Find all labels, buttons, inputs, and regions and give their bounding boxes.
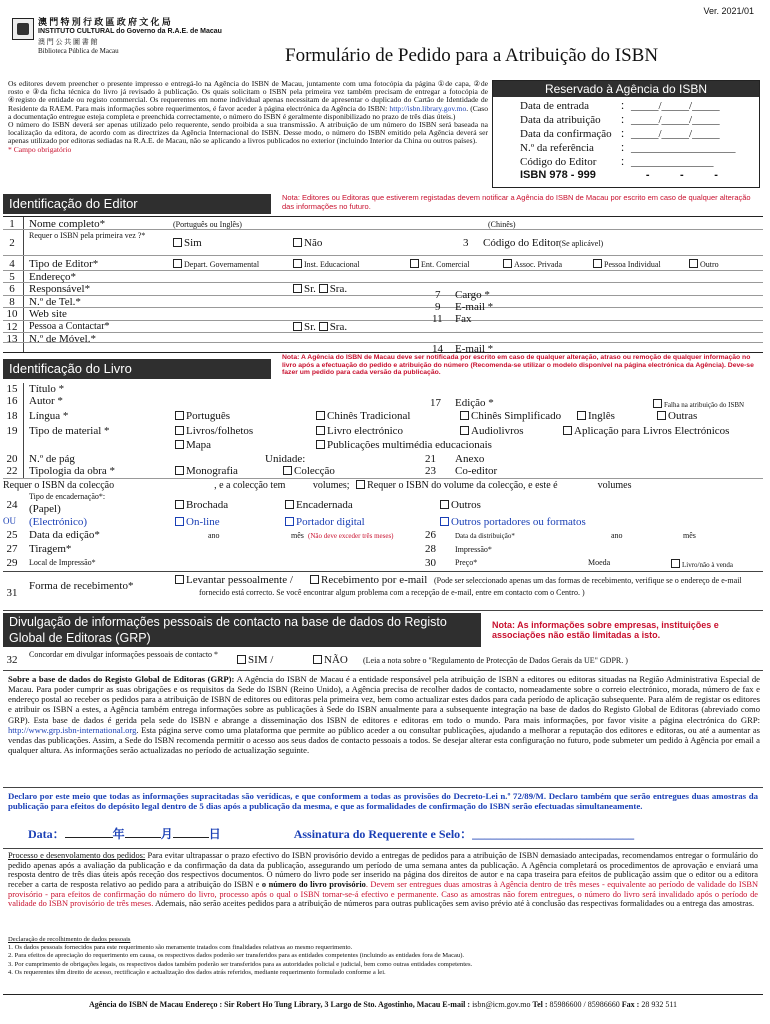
consent-no[interactable]: NÃO — [313, 654, 348, 667]
type-other[interactable]: Outro — [689, 259, 719, 269]
required-legend: * Campo obrigatório — [8, 144, 72, 154]
institution-name-zh: 澳 門 特 別 行 政 區 政 府 文 化 局 — [38, 17, 171, 27]
volume-isbn-check[interactable]: Requer o ISBN do volume da colecção, e este é — [356, 480, 558, 491]
elec-online[interactable]: On-line — [175, 516, 220, 529]
library-name-zh: 澳 門 公 共 圖 書 館 — [38, 38, 98, 46]
isbn-website-link[interactable]: http://isbn.library.gov.mo — [389, 103, 467, 113]
reserved-row: Data de entrada ：_____/_____/_____ — [520, 100, 720, 112]
bind-encadernada[interactable]: Encadernada — [285, 499, 353, 512]
footer: Agência do ISBN de Macau Endereço : Sir Robert Ho Tung Library, 3 Largo de Sto. Agostinho, Macau E-mail : isbn@icm.gov.mo Tel : 85986600 / 85986660 Fax : 28 932 511 — [3, 994, 763, 1009]
grp-explanation: Sobre a base de dados do Registo Global de Editoras (GRP): A Agência do ISBN de Macau é a entidade responsável pela atribuição de ISBN a editores ou editoras situadas na Região Administrativa Especial de Macau. Para poder cumprir as suas obrigações e os requisitos da Sede do ISBN (Reino Unido), a Agência precisa de recolher dados de contacto, nomeadamente sobre o correio electrónico, morada, número de fax e endereço postal ao receber os pedidos para a atribuição de ISBN de editores ou editoras pela primeira vez, bem como actualizar estes dados para cada período de aplicação subsequente. Para além de registar os editores e atribuir os ISBN a estes, a Agência também entrega informações sobre as publicações à Sede do ISBN anualmente para a subsequente integração na base de dados do Registo Global de Editoras (abreviado como GRP). Esta base de dados é gerida pela sede do ISBN e abrange a disseminação dos ISBN de editores e editoras em todo o mundo. Para mais informações, por favor visite a página electrónica do GRP: http://www.grp.isbn-international.org. Esta página serve como uma plataforma que permite ao público aceder a ou consultar publicações, ajudando a melhorar a reputação dos editores e editoras, ou até a aumentar as vendas das publicações. Assim, a Sede do ISBN recomenda permitir o acesso aos seus dados de contacto pessoais a todos. Se desejar alterar esta configuração no futuro, pode submeter um pedido à Agência por email a qualquer altura. As informações serão actualizadas no período de actualização seguinte. — [8, 674, 760, 755]
lang-zh-s[interactable]: Chinês Simplificado — [460, 410, 561, 423]
reserved-row: Data da atribuição ：_____/_____/_____ — [520, 114, 720, 126]
mat-app[interactable]: Aplicação para Livros Electrónicos — [563, 425, 729, 438]
mat-map[interactable]: Mapa — [175, 439, 211, 452]
lang-pt[interactable]: Português — [175, 410, 230, 423]
consent-yes[interactable]: SIM / — [237, 654, 273, 667]
type-individual[interactable]: Pessoa Individual — [593, 259, 661, 269]
not-for-sale[interactable]: Livro/não à venda — [671, 559, 733, 569]
mat-ebook[interactable]: Livro electrónico — [316, 425, 403, 438]
reserved-row: Código do Editor ：_______________ — [520, 156, 714, 168]
responsible-sr[interactable]: Sr. Sra. — [293, 283, 347, 296]
declaration-text: Declaro por este meio que todas as informações supracitadas são verídicas, e que conformem a todas as provisões do Decreto-Lei n.º 72/89/M. Declaro também que serão entregues duas amostras da publicação para efeitos do depósito legal dentro de 5 dias após a publicação da mesma, e que as formalidades de confirmação do ISBN serão efectuadas simultaneamente. — [3, 787, 763, 811]
lang-en[interactable]: Inglês — [577, 410, 615, 423]
full-name-label: Nome completo* — [29, 218, 106, 230]
isbn-failure-check[interactable]: Falha na atribuição do ISBN — [653, 399, 744, 409]
grp-consent-row: 32 Concordar em divulgar informações pessoais de contacto * SIM / NÃO (Leia a nota sobre o "Regulamento de Protecção de Dados Gerais da UE" GDPR. ) — [3, 649, 763, 671]
mat-multimedia[interactable]: Publicações multimédia educacionais — [316, 439, 492, 452]
isbn-prefix: ISBN 978 - 999 — [520, 169, 596, 181]
receipt-pickup[interactable]: Levantar pessoalmente / — [175, 574, 293, 587]
work-mono[interactable]: Monografia — [175, 465, 238, 478]
type-comm[interactable]: Ent. Comercial — [410, 259, 469, 269]
type-assoc[interactable]: Assoc. Privada — [503, 259, 562, 269]
intro-text: Os editores devem preencher o presente impresso e entregá-lo na Agência do ISBN de Macau, juntamente com uma fotocópia da página ①de capa, ②de rosto e ③da ficha técnica do livro já revisado à publicação. Os quais solicitam o ISBN pela primeira vez também precisam de entregar a fotocópia de ④registo de entidade ou registo commercial. Os requerentes em nome individual apenas necessitam de apresentar o duplicado do Cartão de Identidade de Residente da RAEM. Para mais informações sobre requerimentos, é favor aceder à página electrónica da Agência do ISBN: http://isbn.library.gov.mo. (Caso a documentação entregue esteja completa e preenchida correctamente, o número do ISBN é geralmente disponibilizado no prazo de três dias úteis.) O número do ISBN deverá ser apenas utilizado pelo requerente, sendo proibida a sua transmissão. A atribuição de um número do ISBN será baseada na localização da editora, de acordo com as directrizes da Agência Internacional do ISBN. Desse modo, o número do ISBN emitido pela Agência deverá ser apenas utilizado por editoras sediadas na R.A.E. de Macau, não se aplicando a livros publicados no exterior (incluindo Interior da China ou outros países). * Campo obrigatório — [8, 79, 488, 154]
receipt-row: 31 Forma de recebimento* Levantar pessoalmente / Recebimento por e-mail (Pode ser seleccionado apenas um das formas de recebimento, verifique se o endereço de e-mail fornecido está correcto. Se você encontrar algum problema com a recepção de e-mail, entre em contacto com o Centro. ) — [3, 571, 763, 611]
contact-sr[interactable]: Sr. Sra. — [293, 321, 347, 334]
book-section-title: Identificação do Livro — [3, 359, 271, 379]
institution-name-pt: INSTITUTO CULTURAL do Governo da R.A.E. de Macau — [38, 28, 222, 35]
version-label: Ver. 2021/01 — [703, 6, 754, 16]
grp-link[interactable]: http://www.grp.isbn-international.org — [8, 724, 137, 735]
reserved-row: N.º da referência ：___________________ — [520, 142, 736, 154]
grp-section-title: Divulgação de informações pessoais de contacto na base de dados do Registo Global de Editoras (GRP) — [3, 613, 481, 647]
lang-zh-t[interactable]: Chinês Tradicional — [316, 410, 410, 423]
library-name-pt: Biblioteca Pública de Macau — [38, 47, 119, 55]
bind-brochada[interactable]: Brochada — [175, 499, 228, 512]
reserved-box: Reservado à Agência do ISBN Data de entrada ：_____/_____/_____ Data da atribuição ：_____/_____/_____ Data da confirmação ：_____/_____/_____ N.º da referência ：___________________ Código do Editor ：_______________ ISBN 978 - 999 - - - — [492, 80, 760, 188]
reserved-title: Reservado à Agência do ISBN — [493, 81, 759, 97]
grp-note: Nota: As informações sobre empresas, instituições e associações não estão limitadas a isto. — [492, 620, 719, 641]
first-time-yes[interactable]: Sim — [173, 237, 202, 250]
lang-other[interactable]: Outras — [657, 410, 697, 423]
editor-table: 1 Nome completo* (Português ou Inglês) (Chinês) 2 Requer o ISBN pela primeira vez ?* Sim Não 3 Código do Editor (Se aplicável) 4 Tipo de Editor* Depart. Governamental Inst. Educacional Ent. Comercial Assoc. Privada Pessoa Individual Outro 5 Endereço* 6 Responsável* Sr. Sra. 7 Cargo * 8 N.º de Tel.* 9 E-mail * 10 Web site 11 Fax 12 Pessoa a Contactar* Sr. Sra. 13 N.º de Móvel.* 14 E-mail * — [3, 216, 763, 353]
editor-note: Nota: Editores ou Editoras que estiverem registadas devem notificar a Agência do ISBN de Macau por escrito em caso de qualquer alteração das informações no futuro. — [282, 193, 751, 211]
mat-book[interactable]: Livros/folhetos — [175, 425, 253, 438]
type-edu[interactable]: Inst. Educacional — [293, 259, 360, 269]
first-time-no[interactable]: Não — [293, 237, 322, 250]
process-text: Processo e desenvolamento dos pedidos: Para evitar ultrapassar o prazo efectivo do ISBN provisório devido a entregas de pedidos para a atribuição de ISBN demasiado antecipadas, recomendamos entregar o formulário do pedido apenas após a avaliação da publicação e da confirmação da data da publicação, assegurando um período de uma semana antes da publicação. A Agência completará os procedimentos de aprovação e enviará uma resposta dentro de três dias úteis após receção dos respectivos documentos. O número do livro pode ser inserido na página dos direitos de autor e na capa traseira para efeitos de publicação assim que o editor ou a editora receber a carta de resposta relativo ao pedido para a atribuição do ISBN e o número do livro provisório. Devem ser entregues duas amostras à Agência dentro de três meses - equivalente ao período de validade do ISBN provisório - para efeitos de confirmação do número do livro, processo após o qual o ISBN tornar-se-á efectivo e permanente. Caso as amostras não forem entregues, o número do livro será invalidado após o período de validade do ISBN provisório de três meses. Ademais, não serão aceites pedidos para a atribuição de números para outras publicações sem aviso prévio até à conclusão das respectivas formalidades ou a entrega das amostras. — [3, 848, 763, 909]
bind-outros[interactable]: Outros — [440, 499, 481, 512]
data-collection-item: 3. Por cumprimento de obrigações legais, os respectivos dados também poderão ser transferidos para as autoridades policial e judicial, bem como outras entidades competentes. — [8, 960, 473, 968]
reserved-row: Data da confirmação ：_____/_____/_____ — [520, 128, 720, 140]
data-collection-item: 1. Os dados pessoais fornecidos para este requerimento são meramente tratados com finalidades relativas ao mesmo requerimento. — [8, 944, 353, 952]
signature-row: Data： 年 月 日 Assinatura do Requerente e Selo：___________________________ — [28, 827, 635, 841]
data-collection: Declaração de recolhimento de dados pessoais 1. Os dados pessoais fornecidos para este requerimento são meramente tratados com finalidades relativas ao mesmo requerimento. 2. Para efeitos de apreciação do requerimento em causa, os respectivos dados poderão ser transferidos para as entidades competentes (incluindo as entidades fora de Macau). 3. Por cumprimento de obrigações legais, os respectivos dados também poderão ser transferidos para as autoridades policial e judicial, bem como outras entidades competentes. 4. Os requerentes têm direito de acesso, rectificação e actualização dos dados atrás referidos, mediante requerimento formulado conforme a lei. — [8, 936, 760, 977]
data-collection-item: 2. Para efeitos de apreciação do requerimento em causa, os respectivos dados poderão ser transferidos para as entidades competentes (incluindo as entidades fora de Macau). — [8, 952, 465, 960]
elec-other[interactable]: Outros portadores ou formatos — [440, 516, 586, 529]
receipt-email[interactable]: Recebimento por e-mail — [310, 574, 427, 587]
type-govt[interactable]: Depart. Governamental — [173, 259, 259, 269]
elec-digital[interactable]: Portador digital — [285, 516, 365, 529]
institution-logo — [12, 18, 34, 40]
book-table: 15 Título * 16 Autor * 17 Edição * Falha na atribuição do ISBN 18 Língua * Português Chinês Tradicional Chinês Simplificado Inglês Outras 19 Tipo de material * Livros/folhetos Livro electrónico Audiolivros Aplicação para Livros Electrónicos Mapa Publicações multimédia educacionais 20 N.º de pág Unidade: 21 Anexo 22 Tipologia da obra * Monografia Colecção 23 Co-editor Requer o ISBN da colecção , e a colecção tem volumes; Requer o ISBN do volume da colecção, e este é volumes 24 Tipo de encadernação*: (Papel) Brochada Encadernada Outros OU (Electrónico) On-line Portador digital Outros portadores ou formatos 25 Data da edição* ano mês (Não deve exceder três meses) 26 Data da distribuição* ano mês 27 Tiragem* 28 Impressão* 29 Local de Impressão* 30 Preço* Moeda Livro/não à venda — [3, 383, 763, 573]
mat-audio[interactable]: Audiolivros — [460, 425, 524, 438]
editor-section-title: Identificação do Editor — [3, 194, 271, 214]
form-title: Formulário de Pedido para a Atribuição do ISBN — [285, 45, 659, 66]
data-collection-item: 4. Os requerentes têm direito de acesso, rectificação e actualização dos dados atrás referidos, mediante requerimento formulado conforme a lei. — [8, 968, 386, 976]
work-collection[interactable]: Colecção — [283, 465, 335, 478]
book-note: Nota: A Agência do ISBN de Macau deve ser notificada por escrito em caso de qualquer alteração, atraso ou remoção de qualquer informação no livro após a efectuação do pedido e atribuição do número (Recomenda-se utilizar o modelo disponível na página electrónica da Agência). Deve-se fazer um pedido para cada versão da publicação. — [282, 354, 754, 377]
